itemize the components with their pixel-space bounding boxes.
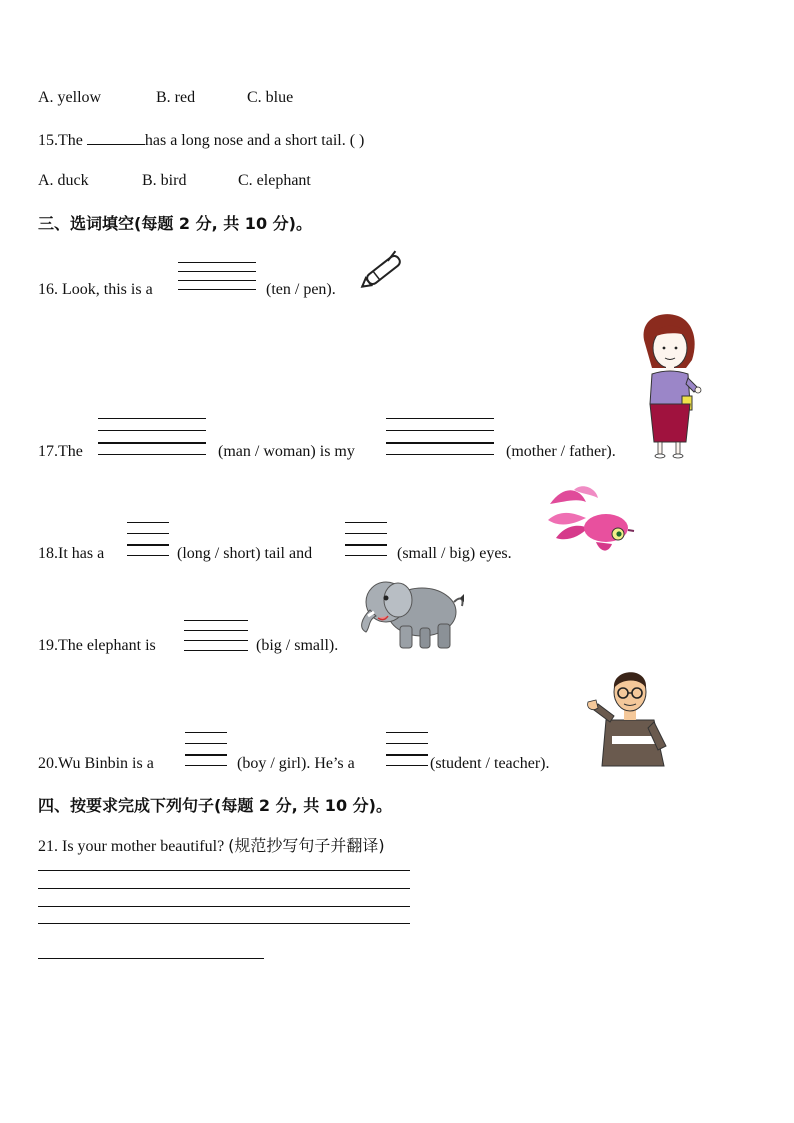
q21-instruction: (规范抄写句子并翻译) bbox=[228, 836, 385, 855]
q17-middle: (man / woman) is my bbox=[218, 443, 355, 460]
q20-suffix: (student / teacher). bbox=[430, 755, 550, 772]
q17-suffix: (mother / father). bbox=[506, 443, 616, 460]
q16-suffix: (ten / pen). bbox=[266, 281, 336, 298]
four-line-writing-grid[interactable] bbox=[184, 620, 248, 652]
answer-line[interactable] bbox=[38, 888, 410, 889]
option-a: A. yellow bbox=[38, 89, 102, 106]
pen-icon bbox=[355, 250, 411, 292]
question-21 bbox=[38, 836, 385, 857]
section-4-title: 四、按要求完成下列句子(每题 2 分, 共 10 分)。 bbox=[38, 796, 392, 815]
four-line-writing-grid[interactable] bbox=[185, 732, 227, 768]
q15-suffix: has a long nose and a short tail. ( ) bbox=[144, 132, 365, 149]
translation-line[interactable] bbox=[38, 958, 264, 959]
q20-middle: (boy / girl). He’s a bbox=[237, 755, 355, 772]
q15-prefix: 15.The bbox=[38, 132, 87, 149]
q18-prefix: 18.It has a bbox=[38, 545, 105, 562]
four-line-writing-grid[interactable] bbox=[386, 418, 494, 458]
q19-prefix: 19.The elephant is bbox=[38, 637, 156, 654]
four-line-writing-grid[interactable] bbox=[98, 418, 206, 458]
boy-teacher-icon bbox=[584, 662, 674, 770]
four-line-writing-grid[interactable] bbox=[386, 732, 428, 768]
answer-line[interactable] bbox=[38, 870, 410, 871]
option-b: B. bird bbox=[142, 172, 187, 189]
goldfish-icon bbox=[546, 484, 636, 556]
elephant-icon bbox=[356, 574, 466, 652]
q20-prefix: 20.Wu Binbin is a bbox=[38, 755, 154, 772]
q17-prefix: 17.The bbox=[38, 443, 83, 460]
q18-suffix: (small / big) eyes. bbox=[397, 545, 512, 562]
option-b: B. red bbox=[156, 89, 196, 106]
question-15 bbox=[38, 130, 364, 151]
answer-line[interactable] bbox=[38, 906, 410, 907]
option-a: A. duck bbox=[38, 172, 89, 189]
q16-prefix: 16. Look, this is a bbox=[38, 281, 153, 298]
four-line-writing-grid[interactable] bbox=[178, 262, 256, 292]
four-line-writing-grid[interactable] bbox=[127, 522, 169, 558]
q21-prefix: 21. Is your mother beautiful? bbox=[38, 838, 225, 855]
section-3-title: 三、选词填空(每题 2 分, 共 10 分)。 bbox=[38, 214, 312, 233]
four-line-writing-grid[interactable] bbox=[345, 522, 387, 558]
woman-icon bbox=[636, 312, 704, 460]
option-c: C. blue bbox=[247, 89, 294, 106]
q19-suffix: (big / small). bbox=[256, 637, 339, 654]
answer-line[interactable] bbox=[38, 923, 410, 924]
option-c: C. elephant bbox=[238, 172, 311, 189]
answer-blank[interactable] bbox=[87, 130, 145, 145]
q18-middle: (long / short) tail and bbox=[177, 545, 313, 562]
